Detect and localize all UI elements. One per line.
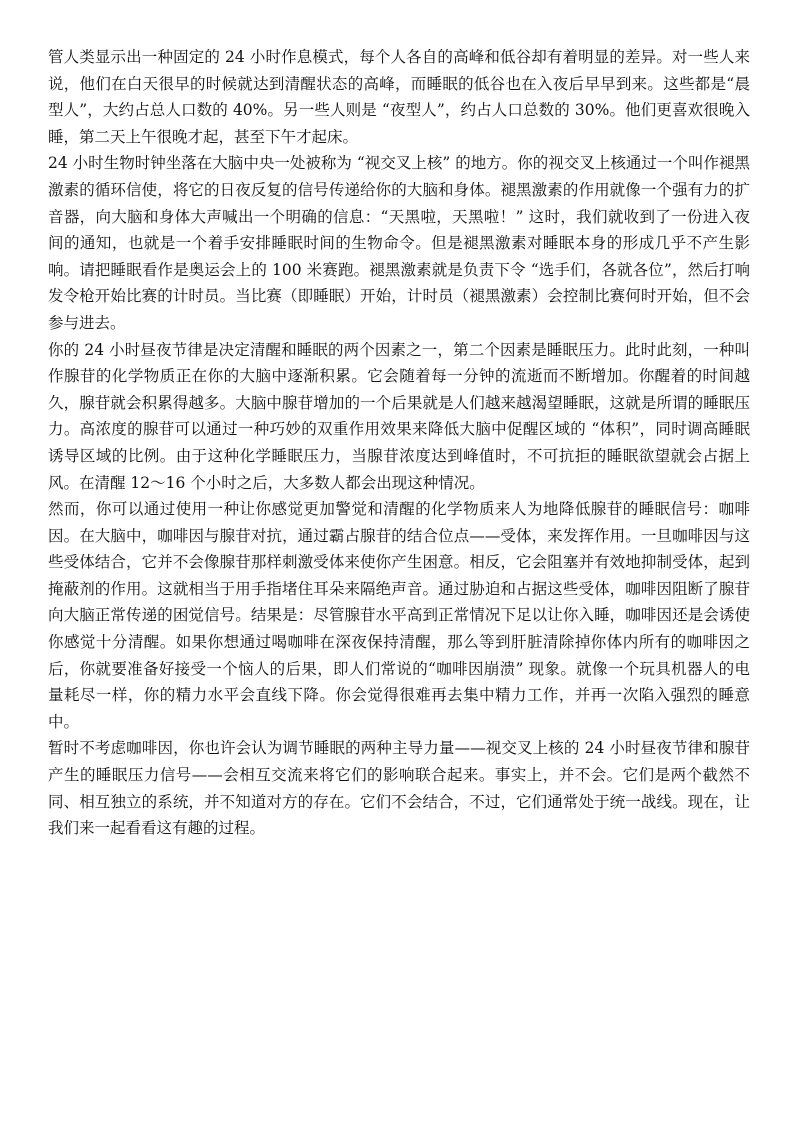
paragraph-morning-evening-types: 管人类显示出一种固定的 24 小时作息模式，每个人各自的高峰和低谷却有着明显的差异。对一些人来说，他们在白天很早的时候就达到清醒状态的高峰，而睡眠的低谷也在入夜后早早到来。这些都是“晨型人”，大约占总人口数的 40%。另一些人则是 “夜型人”，约占人口总数的 30%。他们更喜欢很晚入睡，第二天上午很晚才起，甚至下午才起床。 [48,48,750,146]
paragraph-adenosine-sleep-pressure: 你的 24 小时昼夜节律是决定清醒和睡眠的两个因素之一，第二个因素是睡眠压力。此时此刻，一种叫作腺苷的化学物质正在你的大脑中逐渐积累。它会随着每一分钟的流逝而不断增加。你醒着的时间越久，腺苷就会积累得越多。大脑中腺苷增加的一个后果就是人们越来越渴望睡眠，这就是所谓的睡眠压力。高浓度的腺苷可以通过一种巧妙的双重作用效果来降低大脑中促醒区域的 “体积”，同时调高睡眠诱导区域的比例。由于这种化学睡眠压力，当腺苷浓度达到峰值时，不可抗拒的睡眠欲望就会占据上风。在清醒 12～16 个小时之后，大多数人都会出现这种情况。 [48,340,750,492]
paragraph-circadian-clock-melatonin: 24 小时生物时钟坐落在大脑中央一处被称为 “视交叉上核” 的地方。你的视交叉上核通过一个叫作褪黑激素的循环信使，将它的日夜反复的信号传递给你的大脑和身体。褪黑激素的作用就像一个强有力的扩音器，向大脑和身体大声喊出一个明确的信息：“天黑啦，天黑啦！” 这时，我们就收到了一份进入夜间的通知，也就是一个着手安排睡眠时间的生物命令。但是褪黑激素对睡眠本身的形成几乎不产生影响。请把睡眠看作是奥运会上的 100 米赛跑。褪黑激素就是负责下令 “选手们，各就各位”，然后打响发令枪开始比赛的计时员。当比赛（即睡眠）开始，计时员（褪黑激素）会控制比赛何时开始，但不会参与进去。 [48,154,750,332]
paragraph-caffeine: 然而，你可以通过使用一种让你感觉更加警觉和清醒的化学物质来人为地降低腺苷的睡眠信号：咖啡因。在大脑中，咖啡因与腺苷对抗，通过霸占腺苷的结合位点——受体，来发挥作用。一旦咖啡因与这些受体结合，它并不会像腺苷那样刺激受体来使你产生困意。相反，它会阻塞并有效地抑制受体，起到掩蔽剂的作用。这就相当于用手指堵住耳朵来隔绝声音。通过胁迫和占据这些受体，咖啡因阻断了腺苷向大脑正常传递的困觉信号。结果是：尽管腺苷水平高到正常情况下足以让你入睡，咖啡因还是会诱使你感觉十分清醒。如果你想通过喝咖啡在深夜保持清醒，那么等到肝脏清除掉你体内所有的咖啡因之后，你就要准备好接受一个恼人的后果，即人们常说的“咖啡因崩溃” 现象。就像一个玩具机器人的电量耗尽一样，你的精力水平会直线下降。你会觉得很难再去集中精力工作，并再一次陷入强烈的睡意中。 [48,500,750,731]
paragraph-two-systems: 暂时不考虑咖啡因，你也许会认为调节睡眠的两种主导力量——视交叉上核的 24 小时昼夜节律和腺苷产生的睡眠压力信号——会相互交流来将它们的影响联合起来。事实上，并不会。它们是两个截然不同、相互独立的系统，并不知道对方的存在。它们不会结合，不过，它们通常处于统一战线。现在，让我们来一起看看这有趣的过程。 [48,739,750,838]
document-page [48,44,750,842]
